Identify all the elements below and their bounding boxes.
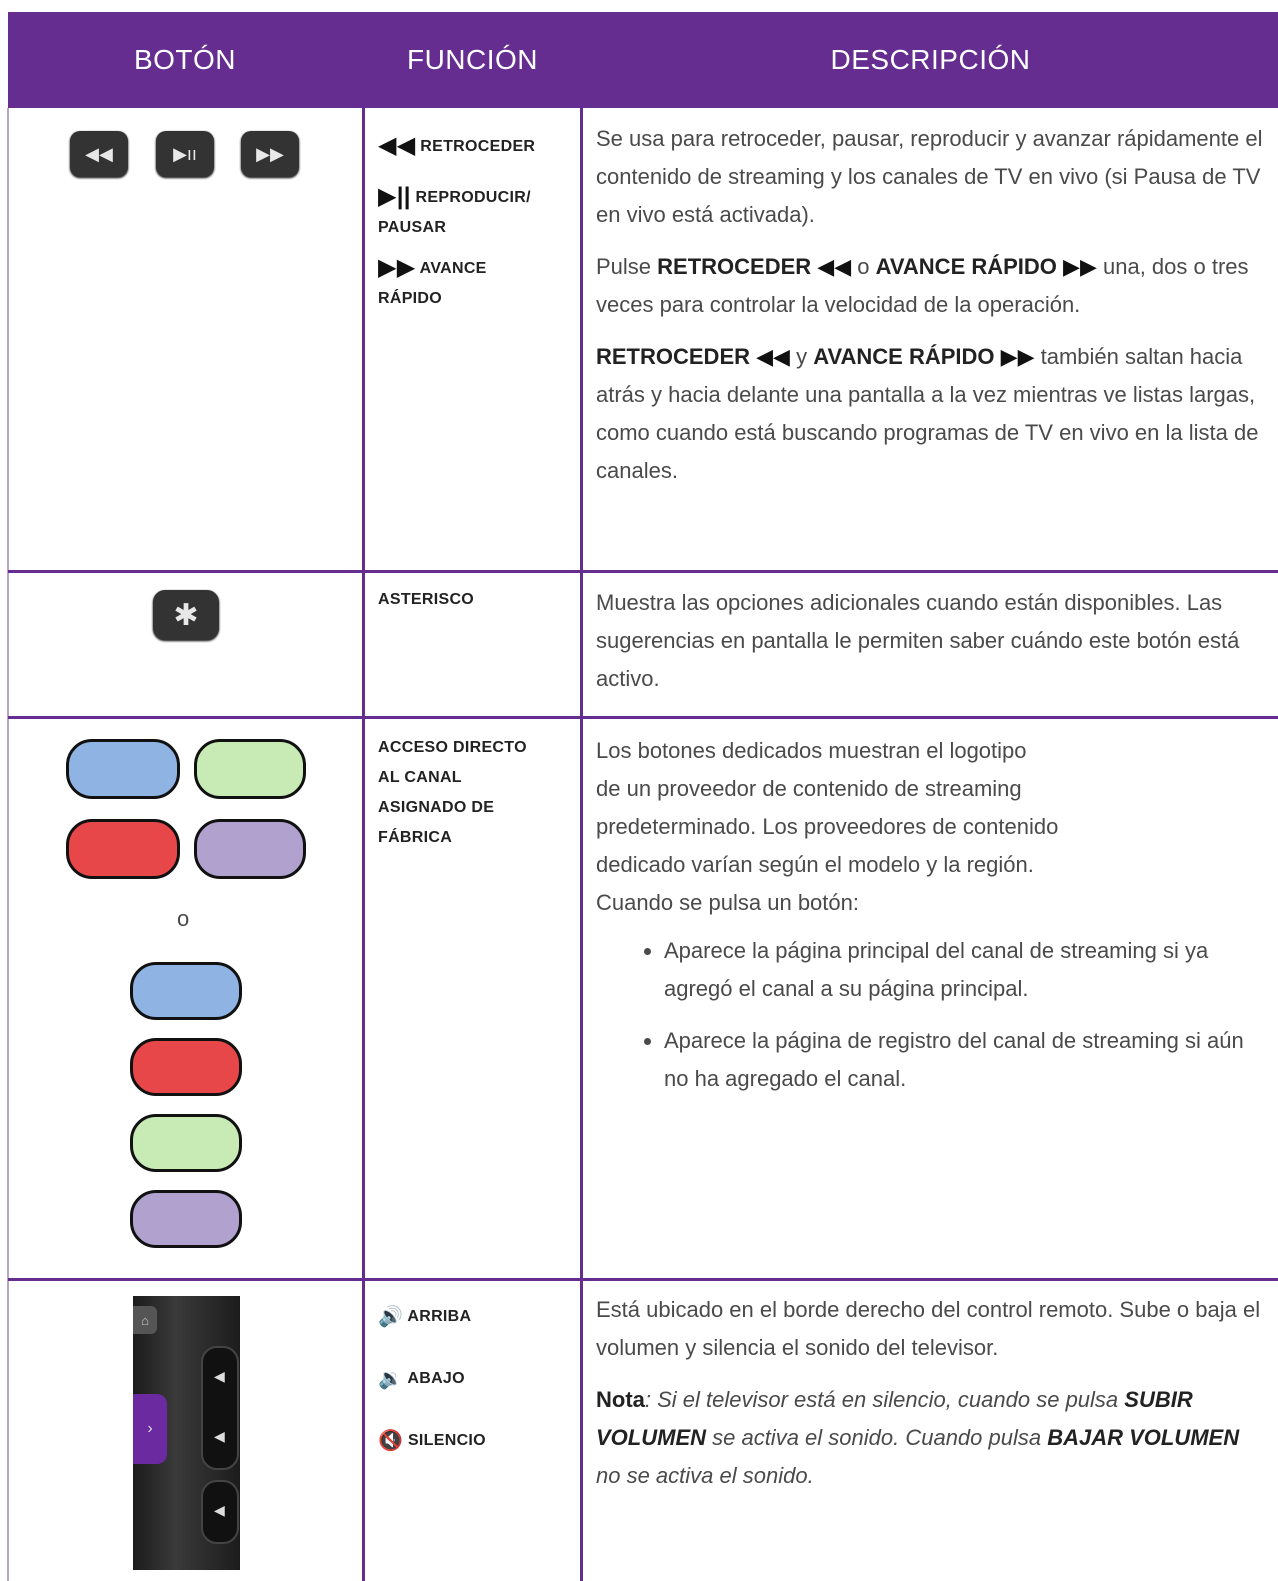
rewind-icon: ◀◀ [70, 131, 128, 177]
description-paragraph: Se usa para retroceder, pausar, reproducir y avanzar rápidamente el contenido de streaming y los canales de TV en vivo (si Pausa de TV en vivo está activada). [596, 126, 1263, 227]
fast-forward-icon: ▶▶ [378, 254, 416, 281]
remote-side-photo [133, 1296, 240, 1570]
asterisk-icon: ✱ [153, 590, 219, 640]
function-label: AVANCE [419, 260, 487, 277]
table-header [8, 12, 1278, 108]
volume-up-icon: 🔊 [378, 1306, 404, 1328]
function-label: SILENCIO [407, 1432, 486, 1449]
list-item: • Aparece la página principal del canal de streaming si ya agregó el canal a su página principal. [664, 932, 1266, 1008]
blue-shortcut-button [66, 739, 180, 799]
or-separator: o [177, 906, 190, 931]
red-shortcut-button [130, 1038, 242, 1096]
function-label: AL CANAL [378, 769, 462, 786]
description-line: Cuando se pulsa un botón: [596, 890, 859, 915]
rewind-icon: ◀◀ [378, 132, 416, 159]
play-pause-icon: ▶|| [378, 183, 411, 210]
description-shortcut [596, 732, 1266, 1112]
column-divider-2 [580, 12, 583, 1581]
row-divider-1 [8, 570, 1278, 573]
function-label: FÁBRICA [378, 829, 453, 846]
function-list-shortcut [378, 733, 568, 853]
volume-rocker [201, 1346, 239, 1470]
mute-button [201, 1480, 239, 1544]
header-funcion: FUNCIÓN [406, 44, 539, 75]
home-icon: ⌂ [133, 1306, 157, 1334]
purple-shortcut-button [194, 819, 306, 879]
description-line: Los botones dedicados muestran el logotipo [596, 738, 1027, 763]
description-paragraph: RETROCEDER ◀◀ y AVANCE RÁPIDO ▶▶ también saltan hacia atrás y hacia delante una pantalla a la vez mientras ve listas largas, como cuando está buscando programas de TV en vivo en la lista de canales. [596, 344, 1259, 483]
header-descripcion: DESCRIPCIÓN [830, 44, 1031, 75]
volume-down-icon: ◀ [214, 1428, 225, 1444]
row-divider-2 [8, 716, 1278, 719]
rewind-icon: ◀◀ [756, 344, 790, 369]
volume-down-icon: 🔉 [378, 1368, 404, 1390]
function-label: ARRIBA [407, 1308, 472, 1325]
row-divider-3 [8, 1278, 1278, 1281]
chevron-right-icon: › [133, 1394, 167, 1464]
description-paragraph: Pulse RETROCEDER ◀◀ o AVANCE RÁPIDO ▶▶ una, dos o tres veces para controlar la velocidad de la operación. [596, 254, 1249, 317]
function-label: RÁPIDO [378, 290, 443, 307]
mute-icon: 🔇 [378, 1430, 404, 1452]
function-label: ASIGNADO DE [378, 799, 495, 816]
function-label: ACCESO DIRECTO [378, 739, 527, 756]
description-asterisk: Muestra las opciones adicionales cuando están disponibles. Las sugerencias en pantalla le permiten saber cuándo este botón está activo. [596, 590, 1240, 691]
volume-up-icon: ◀ [214, 1368, 225, 1384]
column-divider-1 [362, 12, 365, 1581]
fast-forward-icon: ▶▶ [1000, 344, 1035, 369]
list-item: • Aparece la página de registro del canal de streaming si aún no ha agregado el canal. [664, 1022, 1266, 1098]
description-volume [596, 1291, 1266, 1509]
fast-forward-icon: ▶▶ [1063, 254, 1097, 279]
function-list-playback [378, 131, 568, 314]
blue-shortcut-button [130, 962, 242, 1020]
fast-forward-icon: ▶▶ [241, 131, 299, 177]
green-shortcut-button [130, 1114, 242, 1172]
description-line: de un proveedor de contenido de streaming [596, 776, 1022, 801]
play-pause-icon: ▶ıı [156, 131, 214, 177]
description-line: dedicado varían según el modelo y la región. [596, 852, 1034, 877]
mute-icon: ◀ [214, 1502, 225, 1518]
function-label: ABAJO [407, 1370, 465, 1387]
description-playback [596, 120, 1266, 504]
table-left-border [7, 108, 9, 1581]
purple-shortcut-button [130, 1190, 242, 1248]
note-paragraph: Nota: Si el televisor está en silencio, cuando se pulsa SUBIR VOLUMEN se activa el sonido. Cuando pulsa BAJAR VOLUMEN no se activa el sonido. [596, 1387, 1240, 1488]
rewind-icon: ◀◀ [817, 254, 852, 279]
header-boton: BOTÓN [133, 44, 237, 75]
green-shortcut-button [194, 739, 306, 799]
function-label: REPRODUCIR/ [415, 189, 531, 206]
bullet-list [596, 932, 1266, 1098]
description-line: predeterminado. Los proveedores de contenido [596, 814, 1059, 839]
function-label: RETROCEDER [420, 138, 536, 155]
description-paragraph: Está ubicado en el borde derecho del control remoto. Sube o baja el volumen y silencia el sonido del televisor. [596, 1297, 1261, 1360]
function-label: ASTERISCO [378, 591, 475, 608]
function-list-volume [378, 1302, 568, 1456]
function-label: PAUSAR [378, 219, 447, 236]
red-shortcut-button [66, 819, 180, 879]
